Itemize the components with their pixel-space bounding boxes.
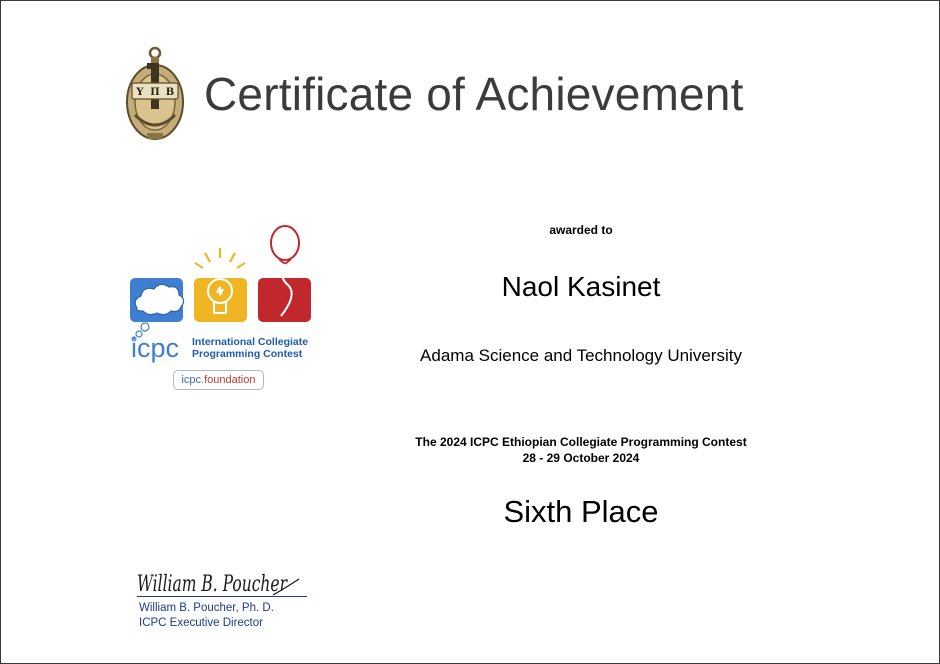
signatory-name: William B. Poucher, Ph. D.	[139, 602, 274, 614]
icpc-logo-text	[192, 337, 308, 360]
url-domain: foundation	[204, 374, 256, 386]
signature-script: William B. Poucher	[137, 572, 289, 597]
signatory-role: ICPC Executive Director	[139, 617, 263, 629]
medal-letter-2: Π	[150, 87, 160, 98]
icpc-logo-line2: Programming Contest	[192, 347, 303, 360]
honor-society-medal-icon	[125, 45, 185, 145]
contest-dates: 28 - 29 October 2024	[522, 451, 640, 465]
medal-letter-1: Υ	[136, 87, 144, 98]
icpc-foundation-url	[173, 370, 264, 390]
signatory-block	[139, 601, 274, 631]
medal-letter-3: Β	[165, 87, 175, 98]
contest-info	[381, 434, 781, 466]
contest-name: The 2024 ICPC Ethiopian Collegiate Programming Contest	[415, 435, 747, 449]
icpc-logo-line1: International Collegiate	[192, 336, 309, 348]
recipient-name: Naol Kasinet	[501, 271, 661, 302]
signature-line	[137, 596, 307, 597]
university-name: Adama Science and Technology University	[420, 346, 742, 365]
icpc-wordmark: icpc	[131, 333, 180, 363]
certificate-title: Certificate of Achievement	[204, 68, 744, 120]
url-prefix: icpc.	[181, 374, 205, 386]
awarded-label: awarded to	[549, 223, 613, 237]
placement: Sixth Place	[503, 494, 659, 529]
